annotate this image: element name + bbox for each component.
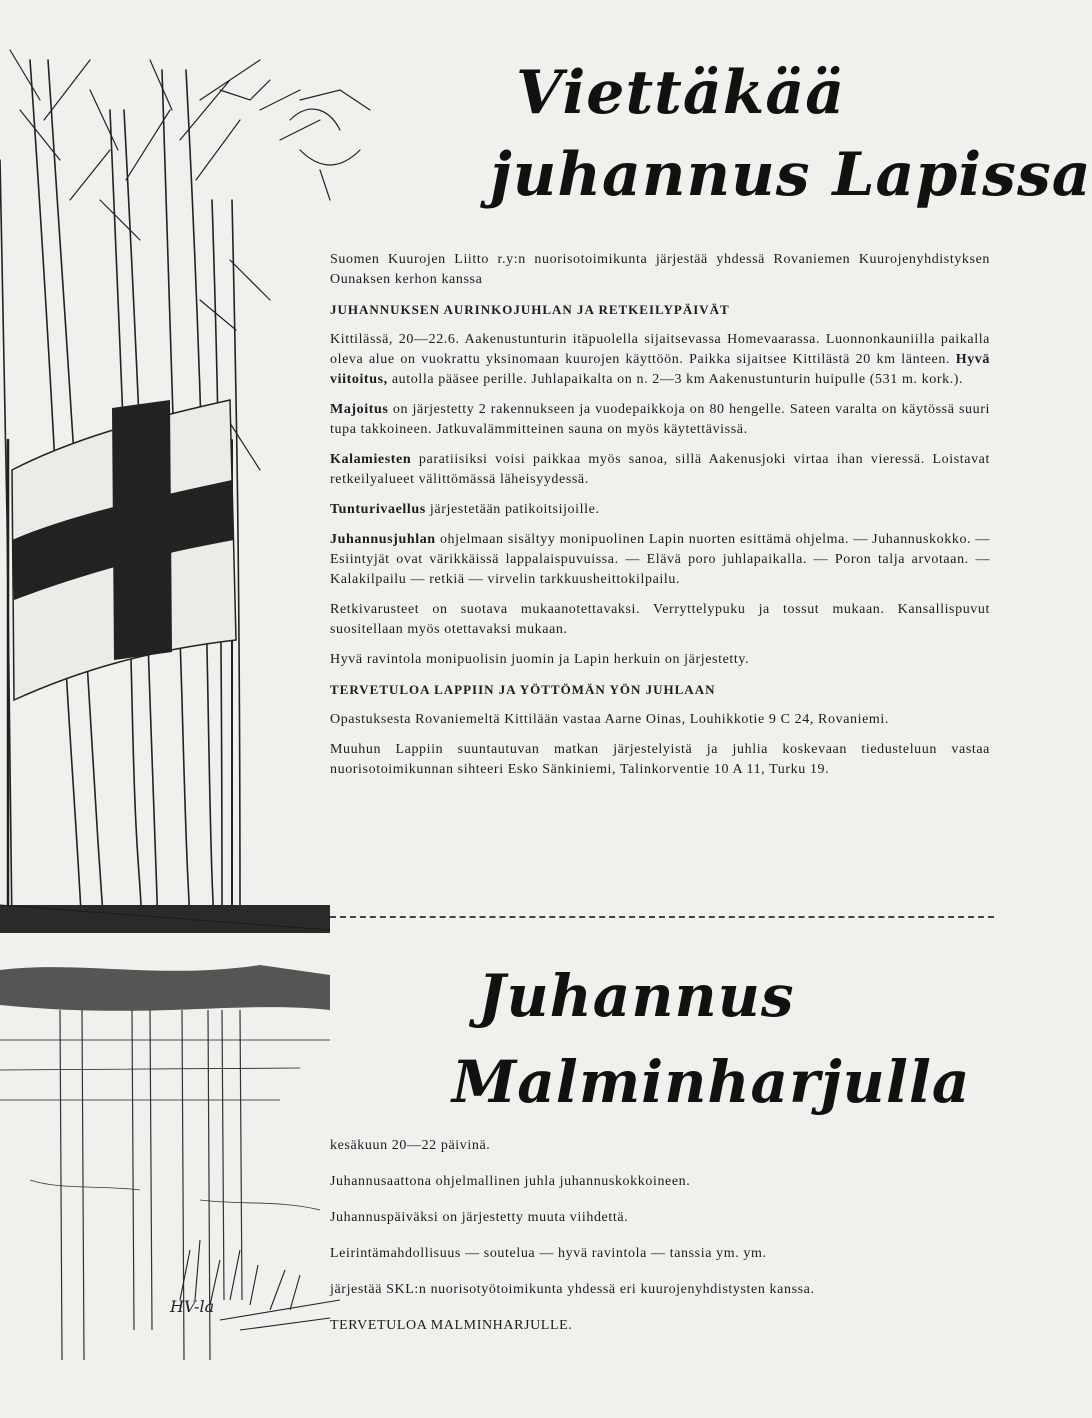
intro-paragraph: Suomen Kuurojen Liitto r.y:n nuorisotoimikunta järjestää yhdessä Rovaniemen Kuurojenyhdistyksen Ounaksen kerhon kanssa <box>330 252 990 287</box>
title2-line-2: Malminharjulla <box>452 1048 971 1116</box>
program-paragraph <box>330 530 990 590</box>
accommodation-paragraph <box>330 400 990 440</box>
grass <box>180 1240 340 1330</box>
organizer-line: järjestää SKL:n nuorisotyötoimikunta yhdessä eri kuurojenyhdistysten kanssa. <box>330 1282 815 1297</box>
title-line-1: Viettäkää <box>516 58 846 128</box>
accommodation-text: on järjestetty 2 rakennukseen ja vuodepaikkoja on 80 hengelle. Sateen varalta on käytössä suuri tupa takkoineen. Jatkuvalämmitteinen sauna on myös käytettävissä. <box>330 402 990 437</box>
restaurant-paragraph: Hyvä ravintola monipuolisin juomin ja Lapin herkuin on järjestetty. <box>330 652 750 667</box>
finnish-flag <box>12 400 236 700</box>
program-bold: Juhannusjuhlan <box>330 532 436 547</box>
title-line-2: juhannus Lapissa <box>490 140 1092 210</box>
accommodation-bold: Majoitus <box>330 402 389 417</box>
welcome-malminharju: TERVETULOA MALMINHARJULLE. <box>330 1318 573 1333</box>
tree-branches <box>10 50 370 470</box>
hiking-text: järjestetään patikoitsijoille. <box>429 502 600 517</box>
welcome-lapland: TERVETULOA LAPPIIN JA YÖTTÖMÄN YÖN JUHLAAN <box>330 682 716 697</box>
fishing-bold: Kalamiesten <box>330 452 412 467</box>
fishing-text: paratiisiksi voisi paikkaa myös sanoa, sillä Aakenusjoki virtaa ihan vieressä. Loistavat retkeilyalueet välittömässä läheisyydessä. <box>330 452 990 487</box>
artist-signature: HV-la <box>170 1297 215 1316</box>
event-heading: JUHANNUKSEN AURINKOJUHLAN JA RETKEILYPÄIVÄT <box>330 302 730 317</box>
malminharju-article <box>330 1136 990 1352</box>
location-text-a: Kittilässä, 20—22.6. Aakenustunturin itäpuolella sijaitsevassa Homevaarassa. Luonnonkauniilla paikalla oleva alue on vuokrattu yksinomaan kuurojen käyttöön. Paikka sijaitsee Kittilästä 20 km länteen. <box>330 332 990 367</box>
camping-line: Leirintämahdollisuus — soutelua — hyvä ravintola — tanssia ym. ym. <box>330 1246 767 1261</box>
program-text: ohjelmaan sisältyy monipuolinen Lapin nuorten esittämä ohjelma. — Juhannuskokko. — Esiintyjät ovat värikkäissä lappalaispuvuissa. — Elävä poro juhlapaikalla. — Poron talja arvotaan. — Kalakilpailu — retkiä — virvelin tarkkuusheittokilpailu. <box>330 532 990 587</box>
location-text-b: autolla pääsee perille. Juhlapaikalta on n. 2—3 km Aakenustunturin huipulle (531 m. kork.). <box>391 372 964 387</box>
fishing-paragraph <box>330 450 990 490</box>
location-bold: Hyvä viitoitus, <box>330 352 991 387</box>
eve-line: Juhannusaattona ohjelmallinen juhla juhannuskokkoineen. <box>330 1174 691 1189</box>
title2-line-1: Juhannus <box>478 962 795 1030</box>
hiking-paragraph <box>330 500 990 520</box>
dates-line: kesäkuun 20—22 päivinä. <box>330 1138 491 1153</box>
hiking-bold: Tunturivaellus <box>330 502 426 517</box>
dashed-divider <box>330 916 994 918</box>
guidance-paragraph: Opastuksesta Rovaniemeltä Kittilään vastaa Aarne Oinas, Louhikkotie 9 C 24, Rovaniemi. <box>330 712 889 727</box>
location-paragraph <box>330 330 990 390</box>
lake-shoreline <box>0 905 330 1100</box>
day-line: Juhannuspäiväksi on järjestetty muuta viihdettä. <box>330 1210 629 1225</box>
equipment-paragraph: Retkivarusteet on suotava mukaanotettavaksi. Verryttelypuku ja tossut mukaan. Kansallispuvut suositellaan myös otettavaksi mukaan. <box>330 602 990 637</box>
inquiry-paragraph: Muuhun Lappiin suuntautuvan matkan järjestelyistä ja juhlia koskevaan tiedusteluun vastaa nuorisotoimikunnan sihteeri Esko Sänkiniemi, Talinkorventie 10 A 11, Turku 19. <box>330 742 990 777</box>
lapland-article <box>330 250 990 790</box>
